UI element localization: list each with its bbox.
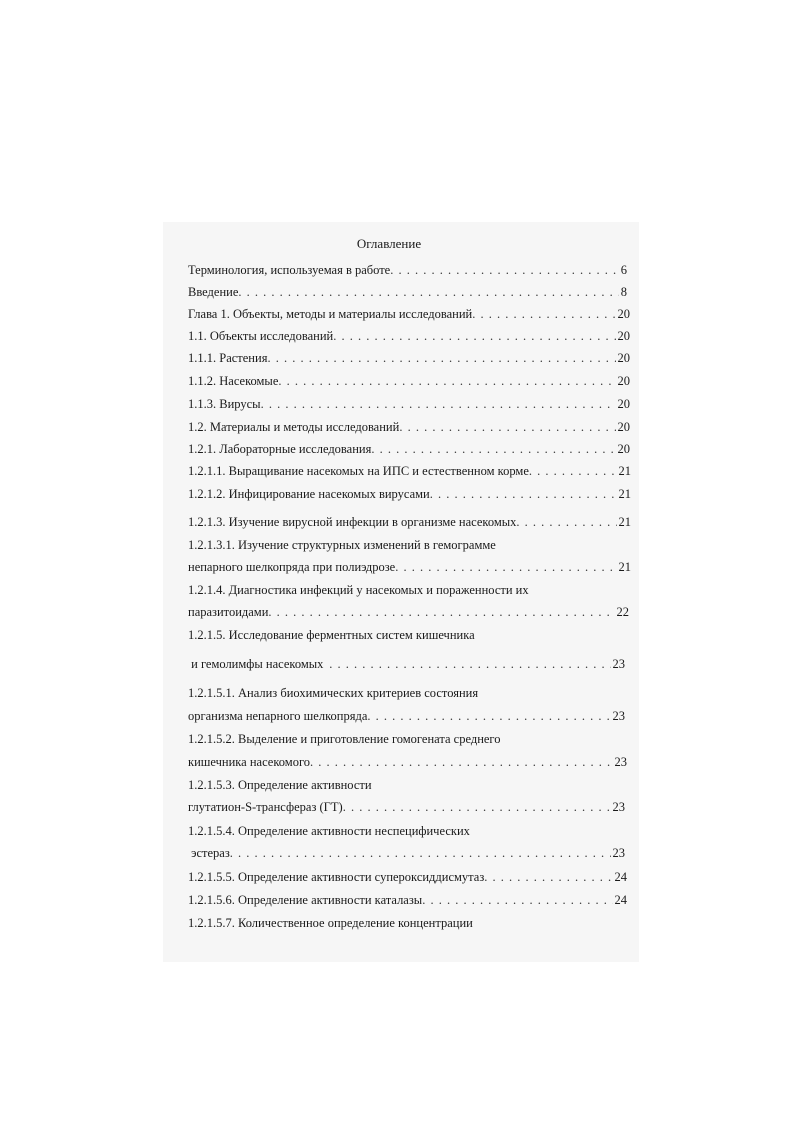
toc-entry-page: 23 <box>612 846 625 860</box>
toc-entry: 1.2.1.3.1. Изучение структурных изменений в гемограмме <box>188 538 496 552</box>
toc-entry-text: 1.1. Объекты исследований <box>188 329 334 343</box>
toc-entry <box>188 486 631 502</box>
leader-dots <box>268 604 614 620</box>
toc-entry-text: и гемолимфы насекомых <box>188 657 324 671</box>
leader-dots <box>333 328 615 344</box>
toc-title: Оглавление <box>356 236 422 251</box>
toc-entry-page: 20 <box>617 307 630 321</box>
toc-entry <box>188 845 625 861</box>
leader-dots <box>267 350 615 366</box>
leader-dots <box>310 754 612 770</box>
toc-entry-page: 24 <box>614 870 627 884</box>
toc-entry-text: 1.2.1.3. Изучение вирусной инфекции в организме насекомых <box>188 515 517 529</box>
toc-entry <box>188 350 630 366</box>
leader-dots <box>395 559 616 575</box>
toc-entry-page: 20 <box>617 329 630 343</box>
toc-entry <box>188 708 625 724</box>
toc-entry-text: 1.2. Материалы и методы исследований <box>188 420 400 434</box>
toc-entry <box>188 656 625 672</box>
toc-entry <box>188 514 631 530</box>
toc-entry-page: 20 <box>617 442 630 456</box>
leader-dots <box>422 892 612 908</box>
toc-entry-page: 24 <box>614 893 627 907</box>
toc-entry: 1.2.1.5.2. Выделение и приготовление гомогената среднего <box>188 732 501 746</box>
toc-entry <box>188 463 631 479</box>
toc-entry-page: 20 <box>617 351 630 365</box>
toc-entry <box>188 799 625 815</box>
toc-entry-text: 1.1.1. Растения <box>188 351 268 365</box>
toc-entry-text: паразитоидами <box>188 605 269 619</box>
toc-entry-text: 1.1.2. Насекомые <box>188 374 279 388</box>
toc-entry-page: 23 <box>612 709 625 723</box>
toc-entry <box>188 559 631 575</box>
toc-entry-text: организма непарного шелкопряда <box>188 709 368 723</box>
toc-entry-text: кишечника насекомого <box>188 755 311 769</box>
toc-entry-text: Введение <box>188 285 239 299</box>
toc-entry <box>188 396 630 412</box>
toc-entry-text: глутатион-S-трансфераз (ГТ) <box>188 800 343 814</box>
toc-entry-text: эстераз <box>188 846 230 860</box>
toc-entry <box>188 869 627 885</box>
leader-dots <box>261 396 616 412</box>
toc-entry-page: 21 <box>618 487 631 501</box>
toc-entry-text: 1.2.1.5.6. Определение активности каталазы <box>188 893 423 907</box>
toc-entry-text: Терминология, используемая в работе <box>188 263 391 277</box>
toc-entry-page: 23 <box>612 800 625 814</box>
toc-entry <box>188 328 630 344</box>
toc-entry <box>188 262 627 278</box>
toc-entry-text: непарного шелкопряда при полиэдрозе <box>188 560 396 574</box>
toc-entry-page: 22 <box>616 605 629 619</box>
toc-entry-text: 1.2.1.1. Выращивание насекомых на ИПС и естественном корме <box>188 464 529 478</box>
leader-dots <box>390 262 619 278</box>
toc-entry-page: 8 <box>620 285 627 299</box>
leader-dots <box>238 284 618 300</box>
leader-dots <box>371 441 615 457</box>
toc-entry-page: 6 <box>620 263 627 277</box>
toc-entry-page: 23 <box>612 657 625 671</box>
leader-dots <box>529 463 617 479</box>
toc-entry: 1.2.1.5. Исследование ферментных систем кишечника <box>188 628 475 642</box>
leader-dots <box>430 486 617 502</box>
leader-dots <box>230 845 611 861</box>
toc-entry <box>188 306 630 322</box>
toc-entry: 1.2.1.5.7. Количественное определение концентрации <box>188 916 473 930</box>
toc-entry-page: 21 <box>618 560 631 574</box>
toc-entry-text: 1.2.1.2. Инфицирование насекомых вирусами <box>188 487 430 501</box>
toc-entry <box>188 441 630 457</box>
leader-dots <box>329 656 610 672</box>
toc-entry <box>188 604 629 620</box>
toc-entry <box>188 284 627 300</box>
leader-dots <box>484 869 612 885</box>
toc-entry: 1.2.1.5.3. Определение активности <box>188 778 372 792</box>
leader-dots <box>278 373 615 389</box>
leader-dots <box>343 799 611 815</box>
toc-entry <box>188 419 630 435</box>
leader-dots <box>516 514 616 530</box>
leader-dots <box>399 419 615 435</box>
toc-entry-page: 21 <box>618 464 631 478</box>
toc-entry-page: 20 <box>617 374 630 388</box>
toc-entry-page: 20 <box>617 397 630 411</box>
toc-entry-page: 23 <box>614 755 627 769</box>
leader-dots <box>472 306 615 322</box>
toc-entry-text: 1.2.1.5.5. Определение активности супероксиддисмутаз <box>188 870 485 884</box>
toc-entry-text: 1.1.3. Вирусы <box>188 397 261 411</box>
toc-entry: 1.2.1.4. Диагностика инфекций у насекомых и пораженности их <box>188 583 529 597</box>
toc-entry <box>188 373 630 389</box>
toc-entry-text: Глава 1. Объекты, методы и материалы исследований <box>188 307 473 321</box>
toc-entry <box>188 754 627 770</box>
leader-dots <box>367 708 610 724</box>
toc-entry: 1.2.1.5.4. Определение активности неспецифических <box>188 824 470 838</box>
toc-entry <box>188 892 627 908</box>
toc-entry: 1.2.1.5.1. Анализ биохимических критериев состояния <box>188 686 479 700</box>
toc-entry-page: 20 <box>617 420 630 434</box>
toc-entry-page: 21 <box>618 515 631 529</box>
toc-entry-text: 1.2.1. Лабораторные исследования <box>188 442 372 456</box>
